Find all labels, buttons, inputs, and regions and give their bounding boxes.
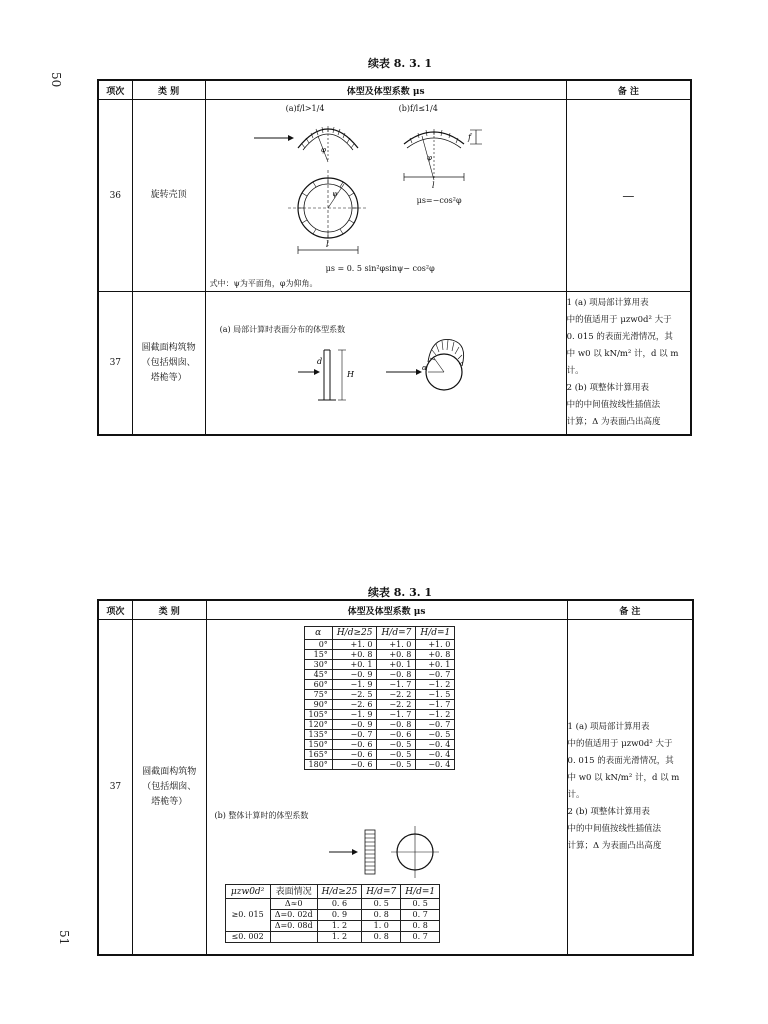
note-b-line-3: 0. 015 的表面光滑情况，其 (567, 756, 674, 766)
angle-cell: 180° (304, 760, 332, 770)
row-36 (98, 100, 691, 292)
note-line-2: 中的值适用于 μzw0d² 大于 (566, 315, 672, 325)
coefficient-cell: −0. 8 (377, 720, 416, 730)
coefficient-cell: −0. 6 (332, 740, 377, 750)
tb-r4c1 (270, 932, 317, 943)
svg-text:f: f (467, 133, 471, 142)
tb-r4c0: ≤0. 002 (225, 932, 270, 943)
tb-group1-label: ≥0. 015 (225, 899, 270, 932)
coefficient-cell: −1. 9 (332, 680, 377, 690)
row37-no: 37 (98, 292, 132, 436)
coefficient-cell: −0. 7 (416, 670, 455, 680)
row37-category-bottom (132, 620, 206, 956)
coefficient-cell: −0. 7 (416, 720, 455, 730)
coefficient-cell: −0. 6 (377, 730, 416, 740)
angle-cell: 135° (304, 730, 332, 740)
header-note-bottom: 备 注 (567, 600, 693, 620)
tb-h0: μzw0d² (225, 885, 270, 899)
coefficient-cell: −0. 5 (377, 750, 416, 760)
page-number-bottom: 51 (57, 930, 71, 946)
angle-cell: 165° (304, 750, 332, 760)
coefficient-cell: −0. 8 (377, 670, 416, 680)
angle-cell: 90° (304, 700, 332, 710)
angle-cell: 15° (304, 650, 332, 660)
ta-h3: H/d=1 (416, 627, 455, 640)
row37-category-line-1: 圆截面构筑物 (141, 342, 196, 353)
tb-r2c3: 0. 8 (362, 910, 401, 921)
tb-h4: H/d=1 (401, 885, 440, 899)
svg-text:H: H (346, 370, 354, 379)
svg-text:d: d (316, 357, 322, 366)
tb-r2c1: Δ=0. 02d (270, 910, 317, 921)
row36-category: 旋转壳顶 (132, 100, 205, 292)
row-37-top (98, 292, 691, 436)
ta-h2: H/d=7 (377, 627, 416, 640)
coefficient-cell: −1. 9 (332, 710, 377, 720)
coefficient-cell: +0. 8 (416, 650, 455, 660)
tb-h1: 表面情况 (270, 885, 317, 899)
coefficient-cell: −0. 6 (332, 760, 377, 770)
svg-text:l: l (431, 181, 435, 190)
angle-cell: 0° (304, 640, 332, 650)
note-line-5: 计。 (566, 366, 584, 376)
tb-r1c4: 0. 5 (401, 899, 440, 910)
note-b-line-5: 计。 (567, 790, 585, 800)
part-b-title: (b) 整体计算时的体型系数 (214, 811, 309, 820)
svg-text:ψ: ψ (331, 190, 338, 198)
svg-text:φ: φ (426, 154, 432, 162)
row-37-bottom (98, 620, 693, 956)
coefficient-cell: −1. 2 (416, 680, 455, 690)
angle-cell: 60° (304, 680, 332, 690)
coefficient-cell: +1. 0 (377, 640, 416, 650)
angle-cell: 150° (304, 740, 332, 750)
row36-note: — (566, 100, 691, 292)
coefficient-cell: +0. 8 (377, 650, 416, 660)
row37-category-line-3: 塔桅等） (150, 372, 187, 383)
row37b-category-line-2: （包括烟囱、 (142, 781, 197, 792)
svg-text:φ: φ (320, 146, 326, 154)
ta-h1: H/d≥25 (332, 627, 377, 640)
angle-cell: 30° (304, 660, 332, 670)
part-a-title: (a) 局部计算时表面分布的体型系数 (219, 325, 346, 334)
chimney-diagram (206, 292, 566, 434)
tb-r3c2: 1. 2 (317, 921, 362, 932)
note-b-line-2: 中的值适用于 μzw0d² 大于 (567, 739, 673, 749)
coefficient-cell: −0. 5 (416, 730, 455, 740)
coefficient-cell: −1. 7 (416, 700, 455, 710)
coefficient-cell: +0. 1 (332, 660, 377, 670)
tb-r2c4: 0. 7 (401, 910, 440, 921)
tb-r4c3: 0. 8 (362, 932, 401, 943)
coefficient-cell: −2. 5 (332, 690, 377, 700)
row37-note-top (566, 292, 691, 436)
coefficient-cell: −1. 5 (416, 690, 455, 700)
coefficient-cell: −2. 2 (377, 700, 416, 710)
tb-h2: H/d≥25 (317, 885, 362, 899)
note-b-line-6: 2 (b) 项整体计算用表 (567, 807, 650, 817)
coefficient-cell: −0. 4 (416, 750, 455, 760)
note-b-line-8: 计算；Δ 为表面凸出高度 (567, 841, 662, 851)
header-category-bottom: 类 别 (132, 600, 206, 620)
coefficient-cell: +0. 8 (332, 650, 377, 660)
coefficient-cell: −0. 5 (377, 760, 416, 770)
angle-cell: 45° (304, 670, 332, 680)
ta-h0: α (304, 627, 332, 640)
coefficient-cell: −0. 9 (332, 670, 377, 680)
tb-r3c4: 0. 8 (401, 921, 440, 932)
svg-text:l: l (325, 240, 329, 249)
row37-tables-cell (206, 620, 567, 956)
row37-note-bottom (567, 620, 693, 956)
header-note: 备 注 (566, 80, 691, 100)
coefficient-cell: −0. 6 (332, 750, 377, 760)
coefficient-cell: −2. 2 (377, 690, 416, 700)
note-b-line-4: 中 w0 以 kN/m² 计，d 以 m (567, 773, 680, 783)
header-no-bottom: 项次 (98, 600, 132, 620)
header-row (98, 80, 691, 100)
coefficient-cell: −0. 5 (377, 740, 416, 750)
label-a: (a)f/l>1/4 (285, 104, 325, 113)
coefficient-cell: +0. 1 (416, 660, 455, 670)
coefficient-cell: −1. 2 (416, 710, 455, 720)
angle-cell: 120° (304, 720, 332, 730)
label-b: (b)f/l≤1/4 (398, 104, 438, 113)
header-no: 项次 (98, 80, 132, 100)
angle-cell: 105° (304, 710, 332, 720)
tb-r1c2: 0. 6 (317, 899, 362, 910)
tb-r1c1: Δ≈0 (270, 899, 317, 910)
tb-r2c2: 0. 9 (317, 910, 362, 921)
header-coefficient-bottom: 体型及体型系数 μs (206, 600, 567, 620)
header-category: 类 别 (132, 80, 205, 100)
coefficient-cell: −0. 9 (332, 720, 377, 730)
note-line-7: 中的中间值按线性插值法 (566, 400, 661, 410)
formula-a: μs = 0. 5 sin²φsinψ− cos²φ (325, 264, 435, 273)
formula-note: 式中：ψ为平面角，φ为仰角。 (209, 279, 318, 288)
row37-figure-cell (205, 292, 566, 436)
row37b-category-line-1: 圆截面构筑物 (142, 766, 197, 777)
note-line-4: 中 w0 以 kN/m² 计，d 以 m (566, 349, 679, 359)
dome-diagram (206, 100, 566, 291)
coefficient-cell: +1. 0 (332, 640, 377, 650)
tb-h3: H/d=7 (362, 885, 401, 899)
row36-figure-cell (205, 100, 566, 292)
tb-r3c3: 1. 0 (362, 921, 401, 932)
row37-category (132, 292, 205, 436)
coefficient-cell: −2. 6 (332, 700, 377, 710)
formula-b: μs=−cos²φ (416, 196, 462, 205)
tb-r4c2: 1. 2 (317, 932, 362, 943)
header-row-bottom (98, 600, 693, 620)
coefficient-cell: −0. 4 (416, 760, 455, 770)
tb-r1c3: 0. 5 (362, 899, 401, 910)
angle-cell: 75° (304, 690, 332, 700)
note-line-6: 2 (b) 项整体计算用表 (566, 383, 650, 393)
tb-r3c1: Δ=0. 08d (270, 921, 317, 932)
row37b-category-line-3: 塔桅等） (151, 796, 188, 807)
coefficient-cell: −0. 4 (416, 740, 455, 750)
note-line-1: 1 (a) 项局部计算用表 (566, 298, 649, 308)
svg-text:α: α (421, 364, 427, 372)
row36-no: 36 (98, 100, 132, 292)
coefficient-cell: +0. 1 (377, 660, 416, 670)
note-line-8: 计算；Δ 为表面凸出高度 (566, 417, 661, 427)
row37-no-bottom: 37 (98, 620, 132, 956)
note-line-3: 0. 015 的表面光滑情况，其 (566, 332, 673, 342)
coefficient-cell: +1. 0 (416, 640, 455, 650)
coefficient-table-b (225, 884, 441, 943)
row37-category-line-2: （包括烟囱、 (141, 357, 196, 368)
table-caption-top: 续表 8. 3. 1 (367, 57, 433, 70)
spec-table-bottom (97, 599, 694, 956)
page-number-top: 50 (49, 72, 63, 88)
tb-r4c4: 0. 7 (401, 932, 440, 943)
note-b-line-7: 中的中间值按线性插值法 (567, 824, 662, 834)
spec-table-top (97, 79, 692, 436)
note-b-line-1: 1 (a) 项局部计算用表 (567, 722, 650, 732)
coefficient-cell: −0. 7 (332, 730, 377, 740)
coefficient-cell: −1. 7 (377, 680, 416, 690)
header-coefficient: 体型及体型系数 μs (205, 80, 566, 100)
coefficient-cell: −1. 7 (377, 710, 416, 720)
table-caption-bottom: 续表 8. 3. 1 (367, 586, 433, 599)
